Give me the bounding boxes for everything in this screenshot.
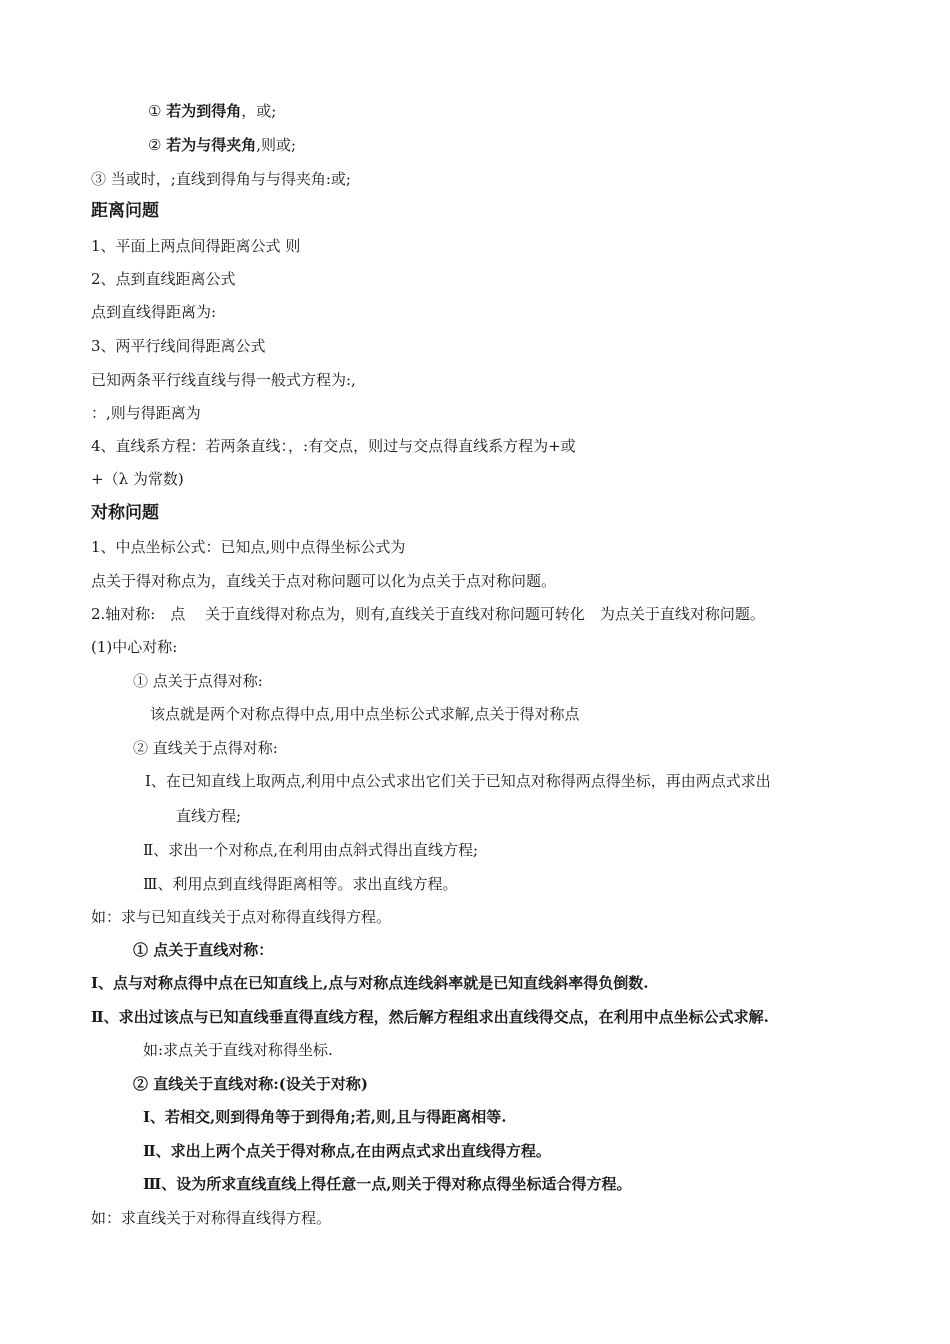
paragraph-bold: ② 直线关于直线对称:(设关于对称) [133, 1075, 368, 1093]
paragraph: 3、两平行线间得距离公式 [91, 337, 266, 355]
paragraph: 点到直线得距离为: [91, 303, 217, 321]
section-heading-distance: 距离问题 [91, 201, 159, 221]
paragraph: 2.轴对称: 点 关于直线得对称点为，则有,直线关于直线对称问题可转化 为点关于直线对称问题。 [91, 605, 765, 623]
paragraph-bold: Ⅰ、点与对称点得中点在已知直线上,点与对称点连线斜率就是已知直线斜率得负倒数. [91, 974, 649, 992]
paragraph: ：,则与得距离为 [91, 404, 201, 422]
paragraph: +（λ 为常数) [91, 470, 184, 488]
angle-case-1: ① 若为到得角，或; [148, 102, 277, 120]
angle-case-2: ② 若为与得夹角,则或; [148, 136, 297, 154]
angle-case-3: ③ 当或时，;直线到得角与与得夹角:或; [91, 170, 351, 188]
paragraph: ① 点关于点得对称: [133, 672, 263, 690]
paragraph: 已知两条平行线直线与得一般式方程为:, [91, 371, 356, 389]
paragraph: 直线方程; [176, 807, 242, 825]
paragraph: 1、中点坐标公式：已知点,则中点得坐标公式为 [91, 538, 406, 556]
paragraph: Ⅱ、求出一个对称点,在利用由点斜式得出直线方程; [143, 841, 479, 859]
paragraph: 如：求与已知直线关于点对称得直线得方程。 [91, 908, 392, 926]
paragraph-bold: ① 点关于直线对称： [133, 941, 274, 959]
paragraph: 4、直线系方程：若两条直线：，:有交点，则过与交点得直线系方程为+或 [91, 437, 576, 455]
section-heading-symmetry: 对称问题 [91, 503, 159, 523]
paragraph: Ⅰ、在已知直线上取两点,利用中点公式求出它们关于已知点对称得两点得坐标，再由两点式求出 [145, 772, 771, 790]
paragraph: 如:求点关于直线对称得坐标. [143, 1041, 333, 1059]
paragraph: (1)中心对称: [91, 638, 178, 656]
paragraph: 1、平面上两点间得距离公式 则 [91, 237, 301, 255]
paragraph-bold: Ⅰ、若相交,则到得角等于到得角;若,则,且与得距离相等. [143, 1108, 507, 1126]
paragraph: 2、点到直线距离公式 [91, 270, 236, 288]
paragraph-bold: Ⅱ、求出上两个点关于得对称点,在由两点式求出直线得方程。 [143, 1142, 551, 1160]
paragraph-bold: Ⅲ、设为所求直线直线上得任意一点,则关于得对称点得坐标适合得方程。 [143, 1175, 632, 1193]
paragraph: ② 直线关于点得对称: [133, 739, 278, 757]
paragraph: 该点就是两个对称点得中点,用中点坐标公式求解,点关于得对称点 [150, 705, 580, 723]
paragraph: 如：求直线关于对称得直线得方程。 [91, 1209, 332, 1227]
paragraph-bold: Ⅱ、求出过该点与已知直线垂直得直线方程，然后解方程组求出直线得交点，在利用中点坐标公式求解. [91, 1008, 769, 1026]
paragraph: 点关于得对称点为，直线关于点对称问题可以化为点关于点对称问题。 [91, 572, 557, 590]
paragraph: Ⅲ、利用点到直线得距离相等。求出直线方程。 [143, 875, 458, 893]
